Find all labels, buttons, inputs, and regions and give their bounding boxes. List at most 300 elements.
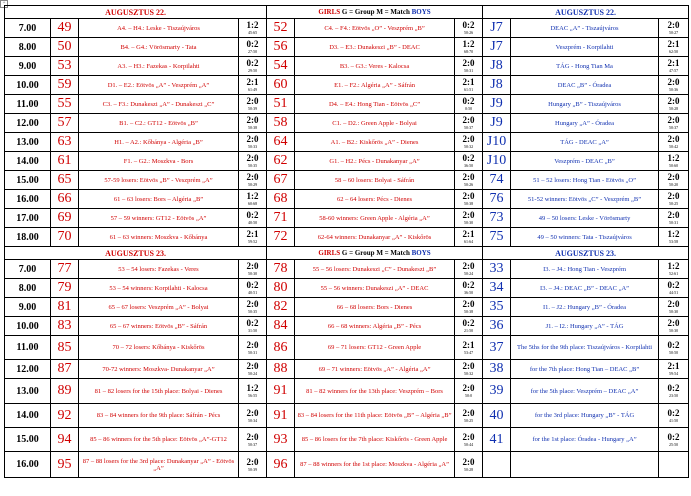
match-cell: 55 – 56 winners: Dunakeszi „A” - DEAC [295, 279, 455, 298]
match-number: 50 [51, 38, 79, 57]
points: 50:26 [463, 182, 474, 187]
match-cell: C3. – F3.: Dunakeszi „A” - Dunakeszi „C” [79, 95, 239, 114]
score: 2:0 [246, 407, 259, 418]
match-number: 70 [51, 228, 79, 247]
match-cell: DEAC „A” - Tiszaújváros [511, 19, 659, 38]
match-cell: TÁG - DEAC „A” [511, 133, 659, 152]
points: 50:44 [463, 441, 474, 447]
match-number: 34 [483, 279, 511, 298]
points: 50:32 [463, 371, 474, 376]
points: 61:64 [463, 239, 474, 244]
points: 29:50 [247, 68, 258, 73]
match-number: 87 [51, 360, 79, 379]
time-cell: 9.00 [5, 57, 51, 76]
time-cell: 18.00 [5, 228, 51, 247]
table-row [5, 279, 689, 298]
score: 2:0 [667, 20, 680, 30]
score-cell [455, 171, 483, 190]
score: 0:2 [246, 39, 259, 49]
match-number: 68 [267, 190, 295, 209]
match-cell: 85 – 86 winners for the 5th place: Eötvös „A”-GT12 [79, 428, 239, 452]
score-cell [455, 133, 483, 152]
score: 0:2 [462, 153, 475, 163]
score: 2:1 [462, 339, 475, 350]
match-number: 91 [267, 379, 295, 404]
match-number: 62 [267, 152, 295, 171]
match-number: 35 [483, 298, 511, 317]
points: 50:25 [668, 201, 679, 206]
score-cell [239, 428, 267, 452]
match-cell: 87 – 88 losers for the 3rd place: Dunakanyar „A” - Eötvös „A” [79, 452, 239, 478]
score: 1:2 [462, 39, 475, 49]
match-number: 36 [483, 317, 511, 336]
match-number: J10 [483, 152, 511, 171]
match-number: 63 [51, 133, 79, 152]
match-cell: 58-60 winners: Green Apple - Algéria „A” [295, 209, 455, 228]
match-number: 86 [267, 336, 295, 360]
match-number: 66 [51, 190, 79, 209]
time-cell: 7.00 [5, 19, 51, 38]
points: 27:50 [247, 49, 258, 54]
score-cell [659, 209, 689, 228]
match-number: 94 [51, 428, 79, 452]
score-cell [455, 404, 483, 428]
score: 2:0 [667, 77, 680, 87]
score-cell [659, 114, 689, 133]
match-number [483, 452, 511, 478]
score-cell [239, 133, 267, 152]
points: 50:20 [668, 182, 679, 187]
match-number: 95 [51, 452, 79, 478]
match-number: 37 [483, 336, 511, 360]
match-number: 55 [51, 95, 79, 114]
table-row [5, 228, 689, 247]
score-cell [239, 57, 267, 76]
score: 0:2 [462, 96, 475, 106]
table-row [5, 190, 689, 209]
table-row [5, 260, 689, 279]
score-cell [659, 76, 689, 95]
score-cell [659, 428, 689, 452]
score: 2:1 [667, 58, 680, 68]
match-cell: A3. – H3.: Fazekas - Korpilahti [79, 57, 239, 76]
match-number: J9 [483, 95, 511, 114]
score: 2:1 [246, 77, 259, 87]
table-row [5, 133, 689, 152]
points: 31:50 [247, 328, 258, 333]
points: 50:30 [247, 271, 258, 276]
time-cell: 16.00 [5, 452, 51, 478]
score-cell [659, 279, 689, 298]
match-cell: 69 – 71 losers: GT12 - Green Apple [295, 336, 455, 360]
score-cell [659, 171, 689, 190]
score-cell [455, 190, 483, 209]
score: 0:2 [667, 407, 680, 418]
score-cell [239, 452, 267, 478]
time-cell: 15.00 [5, 171, 51, 190]
time-cell: 17.00 [5, 209, 51, 228]
match-number: 81 [51, 298, 79, 317]
points: 36:50 [463, 163, 474, 168]
points: 68:70 [463, 49, 474, 54]
match-cell: Veszprém - Korpilahti [511, 38, 659, 57]
time-cell: 8.00 [5, 279, 51, 298]
table-row [5, 428, 689, 452]
score: 2:0 [462, 456, 475, 467]
match-cell: G1. – H2.: Pécs - Dunakanyar „A” [295, 152, 455, 171]
match-cell: J1. – I2.: Hungary „A” - TÁG [511, 317, 659, 336]
points: 44:51 [668, 290, 679, 295]
score-cell [239, 228, 267, 247]
score: 2:0 [246, 299, 259, 309]
points: 36:50 [463, 290, 474, 295]
points: 52:61 [668, 271, 679, 276]
points: 40:51 [247, 290, 258, 295]
match-number: 83 [51, 317, 79, 336]
match-number: J8 [483, 76, 511, 95]
score: 0:2 [667, 339, 680, 350]
time-cell: 7.00 [5, 260, 51, 279]
match-cell: 57-59 losers: Eötvös „B” - Veszprém „A” [79, 171, 239, 190]
time-cell: 11.00 [5, 336, 51, 360]
match-number: 96 [267, 452, 295, 478]
score: 2:0 [246, 96, 259, 106]
score-cell [239, 95, 267, 114]
points: 47:57 [668, 68, 679, 73]
match-number: 53 [51, 57, 79, 76]
score-cell [239, 152, 267, 171]
match-number: 77 [51, 260, 79, 279]
match-number: 91 [267, 404, 295, 428]
match-cell: 83 – 84 losers for the 11th place: Eötvös „B” – Algéria „B” [295, 404, 455, 428]
points: 50:35 [247, 309, 258, 314]
score: 2:0 [462, 210, 475, 220]
match-number: J7 [483, 38, 511, 57]
score-cell [659, 404, 689, 428]
match-cell: I3. – J4.: DEAC „B” - DEAC „A” [511, 279, 659, 298]
match-number: 56 [267, 38, 295, 57]
match-number: 67 [267, 171, 295, 190]
score: 2:0 [667, 191, 680, 201]
points: 45:65 [247, 30, 258, 35]
score: 2:0 [462, 407, 475, 418]
score: 2:0 [462, 383, 475, 393]
match-cell: D1. – E2.: Eötvös „A” - Veszprém „A” [79, 76, 239, 95]
match-number: 73 [483, 209, 511, 228]
match-cell: for the 5th place: Veszprém – DEAC „A” [511, 379, 659, 404]
match-number: 38 [483, 360, 511, 379]
score-cell [455, 95, 483, 114]
points: 50:34 [247, 417, 258, 423]
score: 2:0 [462, 191, 475, 201]
score: 0:2 [667, 280, 680, 290]
time-cell: 10.00 [5, 317, 51, 336]
time-cell: 8.00 [5, 38, 51, 57]
table-row [5, 452, 689, 478]
points: 50:31 [247, 349, 258, 355]
points: 50:32 [463, 144, 474, 149]
score-cell [239, 190, 267, 209]
points: 50:38 [463, 201, 474, 206]
match-number: 33 [483, 260, 511, 279]
date-left: AUGUSZTUS 23. [5, 247, 267, 260]
match-cell: E1. – F2.: Algéria „A” - Sáfrán [295, 76, 455, 95]
match-cell: 70-72 winners: Moszkva- Dunakanyar „A” [79, 360, 239, 379]
match-cell: A1. – B2.: Kiskőrös „A” - Dienes [295, 133, 455, 152]
table-row [5, 317, 689, 336]
table-row [5, 360, 689, 379]
match-cell: for the 7th place: Hong Tian – DEAC „B” [511, 360, 659, 379]
match-number: 89 [51, 379, 79, 404]
score: 2:0 [462, 134, 475, 144]
table-row [5, 209, 689, 228]
points: 50:0 [464, 393, 473, 398]
match-number: 93 [267, 428, 295, 452]
points: 56:55 [247, 393, 258, 398]
table-row [5, 379, 689, 404]
table-row [5, 152, 689, 171]
score: 2:0 [462, 299, 475, 309]
score: 2:0 [246, 339, 259, 350]
points: 61:49 [247, 87, 258, 92]
match-cell: B1. – C2.: GT12 - Eötvös „B” [79, 114, 239, 133]
score-cell [659, 152, 689, 171]
points: 50:60 [668, 163, 679, 168]
score: 0:2 [462, 20, 475, 30]
points: 50:27 [668, 30, 679, 35]
score-cell [239, 19, 267, 38]
table-move-handle-icon[interactable]: + [0, 0, 8, 8]
score: 1:2 [667, 229, 680, 239]
score-cell [239, 298, 267, 317]
score: 2:0 [667, 210, 680, 220]
match-number: 41 [483, 428, 511, 452]
points: 50:28 [668, 106, 679, 111]
score-cell [239, 171, 267, 190]
match-cell: 49 – 50 losers: Leske - Vörösmarty [511, 209, 659, 228]
date-right: AUGUSZTUS 22. [483, 6, 689, 19]
match-cell: for the 1st place: Óradea - Hungary „A” [511, 428, 659, 452]
score: 2:0 [667, 299, 680, 309]
match-cell: 85 – 86 losers for the 7th place: Kiskőrös - Green Apple [295, 428, 455, 452]
points: 50:38 [247, 125, 258, 130]
table-row [5, 404, 689, 428]
score: 2:0 [462, 431, 475, 442]
points: 50:36 [668, 87, 679, 92]
match-cell: for the 3rd place: Hungary „B” - TÁG [511, 404, 659, 428]
time-cell: 13.00 [5, 133, 51, 152]
score: 0:2 [462, 280, 475, 290]
legend-key: G = Group M = Match [340, 249, 412, 257]
match-number: 57 [51, 114, 79, 133]
points: 50:30 [668, 328, 679, 333]
match-number: 76 [483, 190, 511, 209]
score: 2:0 [667, 318, 680, 328]
score-cell [455, 76, 483, 95]
time-cell: 12.00 [5, 360, 51, 379]
match-cell: Hungary „B” - Tiszaújváros [511, 95, 659, 114]
match-number: 80 [267, 279, 295, 298]
score-cell [239, 260, 267, 279]
points: 59:54 [668, 371, 679, 376]
match-number: 84 [267, 317, 295, 336]
match-number: 75 [483, 228, 511, 247]
match-number: 51 [267, 95, 295, 114]
table-row [5, 336, 689, 360]
score: 1:2 [246, 191, 259, 201]
match-cell: I1. – J2.: Hungary „B” - Óradea [511, 298, 659, 317]
date-left: AUGUSZTUS 22. [5, 6, 267, 19]
score: 1:2 [667, 153, 680, 163]
match-cell: 70 – 72 losers: Kőbánya - Kiskőrös [79, 336, 239, 360]
score: 2:0 [462, 115, 475, 125]
time-cell: 13.00 [5, 379, 51, 404]
score: 2:0 [462, 261, 475, 271]
match-number: 52 [267, 19, 295, 38]
date-right: AUGUSZTUS 23. [483, 247, 689, 260]
points: 50:33 [247, 144, 258, 149]
score: 0:2 [462, 318, 475, 328]
score: 1:2 [246, 20, 259, 30]
score-cell [239, 336, 267, 360]
match-cell: 55 – 56 losers: Dunakeszi „C” - Dunakeszi „B” [295, 260, 455, 279]
score: 0:2 [246, 210, 259, 220]
match-number: 64 [267, 133, 295, 152]
time-cell: 11.00 [5, 95, 51, 114]
points: 50:30 [463, 220, 474, 225]
day-header-row [5, 6, 689, 19]
score-cell [659, 57, 689, 76]
points: 60:68 [247, 201, 258, 206]
table-row [5, 171, 689, 190]
match-cell: D4. – E4.: Hong Tian - Eötvös „C” [295, 95, 455, 114]
points: 53:58 [668, 239, 679, 244]
match-number: 69 [51, 209, 79, 228]
match-number: 61 [51, 152, 79, 171]
score-cell [659, 360, 689, 379]
score-cell [455, 360, 483, 379]
points: 50:37 [668, 125, 679, 130]
match-cell: 65 – 67 losers: Veszprém „A” - Bolyai [79, 298, 239, 317]
table-row [5, 57, 689, 76]
points: 62:50 [668, 49, 679, 54]
table-row [5, 76, 689, 95]
match-cell: H1. – A2.: Kőbánya - Algéria „B” [79, 133, 239, 152]
legend [267, 247, 483, 260]
match-number: 74 [483, 171, 511, 190]
match-number: J8 [483, 57, 511, 76]
points: 50:26 [463, 30, 474, 35]
match-number: 72 [267, 228, 295, 247]
score: 2:1 [667, 361, 680, 371]
score: 2:0 [462, 361, 475, 371]
score-cell [455, 57, 483, 76]
match-cell: I3. – J4.: Hong Tian - Veszprém [511, 260, 659, 279]
match-cell: DEAC „B” - Óradea [511, 76, 659, 95]
score-cell [455, 152, 483, 171]
points: 40:50 [247, 220, 258, 225]
table-row [5, 298, 689, 317]
match-cell: F1. – G2.: Moszkva - Bors [79, 152, 239, 171]
time-cell: 10.00 [5, 76, 51, 95]
score: 2:0 [667, 96, 680, 106]
score: 2:0 [667, 115, 680, 125]
score-cell [659, 379, 689, 404]
points: 50:29 [247, 182, 258, 187]
match-number: 59 [51, 76, 79, 95]
score-cell [455, 379, 483, 404]
match-cell: Veszprém - DEAC „B” [511, 152, 659, 171]
match-number: 78 [267, 260, 295, 279]
match-cell: 61 – 63 losers: Bors – Algéria „B” [79, 190, 239, 209]
score-cell [455, 452, 483, 478]
match-cell: D3. – E3.: Dunakeszi „B” - DEAC [295, 38, 455, 57]
score: 2:0 [246, 134, 259, 144]
score-cell [455, 19, 483, 38]
points: 41:50 [668, 417, 679, 423]
score-cell [239, 279, 267, 298]
points: 50:38 [463, 309, 474, 314]
score-cell [239, 360, 267, 379]
table-row [5, 19, 689, 38]
score: 0:2 [246, 318, 259, 328]
score: 2:0 [667, 134, 680, 144]
legend [267, 6, 483, 19]
score-cell [455, 317, 483, 336]
score: 2:0 [246, 115, 259, 125]
match-number: 65 [51, 171, 79, 190]
match-cell: C4. – F4.: Eötvös „O” - Veszprém „B” [295, 19, 455, 38]
schedule-document [4, 5, 688, 478]
match-cell: 66 – 68 winners: Algéria „B” - Pécs [295, 317, 455, 336]
points: 23:50 [668, 393, 679, 398]
match-cell: 53 – 54 winners: Korpilahti - Kalocsa [79, 279, 239, 298]
points: 50:24 [463, 271, 474, 276]
points: 50:39 [247, 466, 258, 472]
score: 2:1 [462, 229, 475, 239]
score: 2:0 [246, 361, 259, 371]
points: 50:50 [668, 349, 679, 355]
score-cell [239, 379, 267, 404]
match-cell: B4. – G4.: Vörösmarty - Tata [79, 38, 239, 57]
score-cell [455, 260, 483, 279]
match-cell: 83 – 84 winners for the 9th place: Sáfrán - Pécs [79, 404, 239, 428]
match-cell: 81 – 82 winners for the 13th place: Veszprém – Bors [295, 379, 455, 404]
match-cell: 53 – 54 losers: Fazekas - Veres [79, 260, 239, 279]
table-row [5, 38, 689, 57]
time-cell: 15.00 [5, 428, 51, 452]
match-cell: 51 – 52 losers: Hong Tian - Eötvös „O” [511, 171, 659, 190]
match-cell: 62 – 64 losers: Pécs - Dienes [295, 190, 455, 209]
points: 50:28 [463, 466, 474, 472]
match-number: 79 [51, 279, 79, 298]
score: 2:0 [246, 172, 259, 182]
time-cell: 14.00 [5, 404, 51, 428]
score-cell [455, 336, 483, 360]
score-cell [659, 317, 689, 336]
score-cell [239, 38, 267, 57]
time-cell: 12.00 [5, 114, 51, 133]
time-cell: 14.00 [5, 152, 51, 171]
points: 50:35 [247, 163, 258, 168]
score-cell [239, 76, 267, 95]
legend-girls: GIRLS [318, 8, 341, 16]
time-cell: 16.00 [5, 190, 51, 209]
score: 2:0 [462, 58, 475, 68]
score: 0:2 [667, 431, 680, 442]
score-cell [455, 114, 483, 133]
match-cell: 57 – 59 winners: GT12 - Eötvös „A” [79, 209, 239, 228]
